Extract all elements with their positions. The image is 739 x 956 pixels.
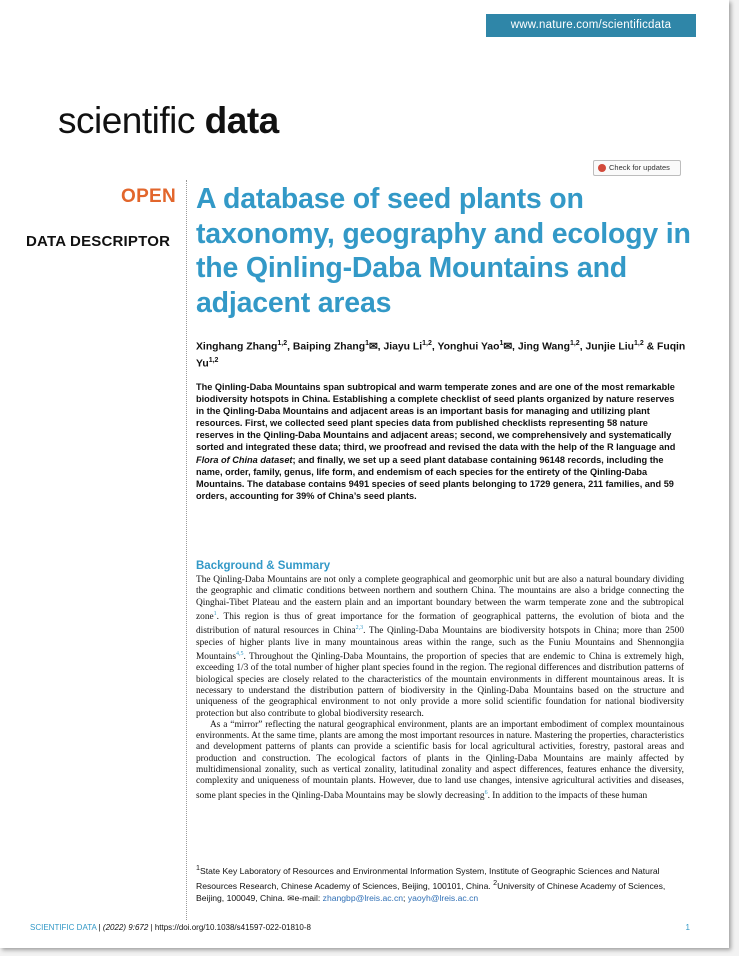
- check-for-updates-label: Check for updates: [609, 163, 670, 172]
- logo-bold-text: data: [204, 100, 279, 141]
- affiliations-footnote: $^1$State Key Laboratory of Resources and Environmental Information System, Institute of Geographic Sciences and Natural Resources Research, Chinese Academy of Sciences, Beijing, 100101, China. $^2$University of Chinese Academy of Sciences, Beijing, 100049, China. ✉e-mail: zhangbp@lreis.ac.cn; yaoyh@lreis.ac.cn: [196, 864, 666, 903]
- section-heading: Background & Summary: [196, 560, 331, 572]
- open-access-label: OPEN: [121, 186, 177, 207]
- footer-citation: (2022) 9:672: [102, 923, 149, 932]
- author-list: Xinghang Zhang$^{1,2}$, Baiping Zhang$^1$✉, Jiayu Li$^{1,2}$, Yonghui Yao$^1$✉, Jing Wang$^{1,2}$, Junjie Liu$^{1,2}$ & Fuqin Yu$^{1,2}$: [196, 340, 686, 370]
- abstract: The Qinling-Daba Mountains span subtropical and warm temperate zones and are one of the most remarkable biodiversity hotspots in China. Establishing a complete checklist of seed plants organized by nature reserves in the Qinling-Daba Mountains and adjacent areas is an important basis for managing and utilizing plant resources. First, we collected seed plant species data from published checklists representing 58 nature reserves in the Qinling-Daba Mountains and adjacent areas; second, we comprehensively and systematically sorted and integrated these data; third, we proofread and revised the data with the help of the R language and Flora of China dataset; and finally, we set up a seed plant database containing 96148 records, including the name, order, family, genus, life form, and endemism of each species for the entirety of the Qinling-Daba Mountains. The database contains 9491 species of seed plants belonging to 1729 genera, 211 families, and 59 orders, accounting for 39% of China’s seed plants.: [196, 382, 676, 501]
- article-type-label: DATA DESCRIPTOR: [26, 233, 171, 250]
- body-text: [196, 575, 684, 802]
- body-paragraph-1: The Qinling-Daba Mountains are not only a complete geographical and geomorphic unit but are also a natural boundary dividing the geographic and climatic conditions between northern and southern China. The mountains are also a bridge connecting the Qinghai-Tibet Plateau and the eastern plain and an important boundary between the warm temperate zone and the subtropical zone$^1$. This region is thus of great importance for the formation of geographical patterns, the evolution of biota and the distribution of natural resources in China$^{2,3}$. The Qinling-Daba Mountains are biodiversity hotspots in China; more than 2500 species of higher plants live in many mountainous areas within the range, such as the Funiu Mountains and Shennongjia Mountains$^{4,5}$. Throughout the Qinling-Daba Mountains, the proportion of species that are endemic to China is extremely high, exceeding 1/3 of the total number of higher plant species found in the region. The regional differences and distribution patterns of biological species are closely related to the characteristics of the mountain environments in different mountainous areas. It is necessary to understand the distribution pattern of biodiversity in the Qinling-Daba Mountains based on the structure and uniqueness of the geographical environment to not only provide a more solid scientific foundation for national biodiversity protection but also contribute to global biodiversity research.: [196, 575, 684, 719]
- footer-separator: |: [96, 923, 101, 932]
- check-for-updates-button[interactable]: [593, 160, 681, 176]
- page-footer: [30, 922, 690, 934]
- article-title: A database of seed plants on taxonomy, geography and ecology in the Qinling-Daba Mountains and adjacent areas: [196, 183, 691, 319]
- journal-url-link[interactable]: www.nature.com/scientificdata: [486, 14, 696, 37]
- crossmark-icon: [598, 164, 606, 172]
- sidebar-divider: [186, 180, 187, 920]
- logo-light-text: scientific: [58, 100, 205, 141]
- footer-doi-link[interactable]: | https://doi.org/10.1038/s41597-022-01810-8: [148, 923, 311, 932]
- journal-logo: [58, 100, 279, 142]
- footer-journal-name: SCIENTIFIC DATA: [30, 923, 97, 932]
- body-paragraph-2: As a “mirror” reflecting the natural geographical environment, plants are an important embodiment of complex mountainous environments. At the same time, plants are among the most important resources in nature. Mastering the properties, characteristics and development patterns of plants can provide a scientific basis for local agricultural activities, forestry, pastoral areas and production and construction. The ecological factors of plants in the Qinling-Daba Mountains are mainly affected by multidimensional zonality, such as vertical zonality, latitudinal zonality and aspect differences, features enhance the diversity, complexity and uniqueness of mountain plants. However, due to land use changes, intensive agricultural activities and diseases, some plant species in the Qinling-Daba Mountains may be slowly decreasing$^6$. In addition to the impacts of these human: [196, 719, 684, 801]
- page-number: 1: [685, 923, 690, 932]
